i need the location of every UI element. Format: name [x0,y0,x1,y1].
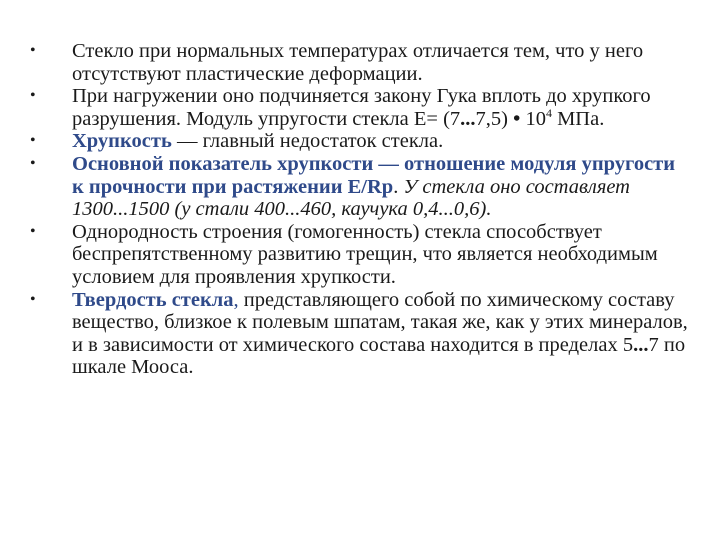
bullet-item-1 [28,40,690,85]
item-highlight: Основной показатель хрупкости — отношение модуля упругости к прочности при растяжении E/Rp [72,152,676,198]
item-text-base: 10 [520,107,546,130]
item-ellipsis: ... [633,333,649,356]
bullet-item-4 [28,153,690,221]
item-italic-text: У стекла оно составляет 1300...1500 (у стали 400...460, каучука 0,4...0,6). [72,175,630,221]
multiply-sign: • [513,107,521,130]
item-highlight: Твердость стекла [72,288,234,311]
item-punct: . [393,175,399,198]
bullet-icon: • [30,222,36,240]
bullet-icon: • [30,42,36,59]
bullet-item-3 [28,130,690,153]
item-text-cont: 7,5) [475,107,514,130]
item-comma: , [233,288,239,311]
item-text: Однородность строения (гомогенность) стекла способствует беспрепятственному развитию трещин, что является необходимым условием для проявления хрупкости. [72,220,658,288]
bullet-item-6 [28,289,690,379]
bullet-icon: • [30,87,36,105]
item-text-cont: 7 по шкале Мооса. [72,333,686,379]
item-text-unit: МПа. [551,107,605,130]
item-ellipsis: ... [460,107,476,130]
bullet-icon: • [30,132,36,150]
item-highlight: Хрупкость [72,130,172,153]
item-text: При нагружении оно подчиняется закону Гука вплоть до хрупкого разрушения. Модуль упругости стекла Е= (7 [72,85,651,130]
bullet-item-2 [28,85,690,130]
item-text: представляющего собой по химическому составу вещество, близкое к полевым шпатам, такая же, как у этих минералов, и в зависимости от химического состава находится в пределах 5 [72,288,688,356]
bullet-list [28,40,690,379]
bullet-icon: • [30,154,36,172]
item-text: — главный недостаток стекла. [171,130,444,153]
item-text: Стекло при нормальных температурах отличается тем, что у него отсутствуют пластические деформации. [72,40,644,85]
bullet-icon: • [30,290,36,308]
exponent: 4 [545,105,552,120]
bullet-item-5 [28,221,690,289]
